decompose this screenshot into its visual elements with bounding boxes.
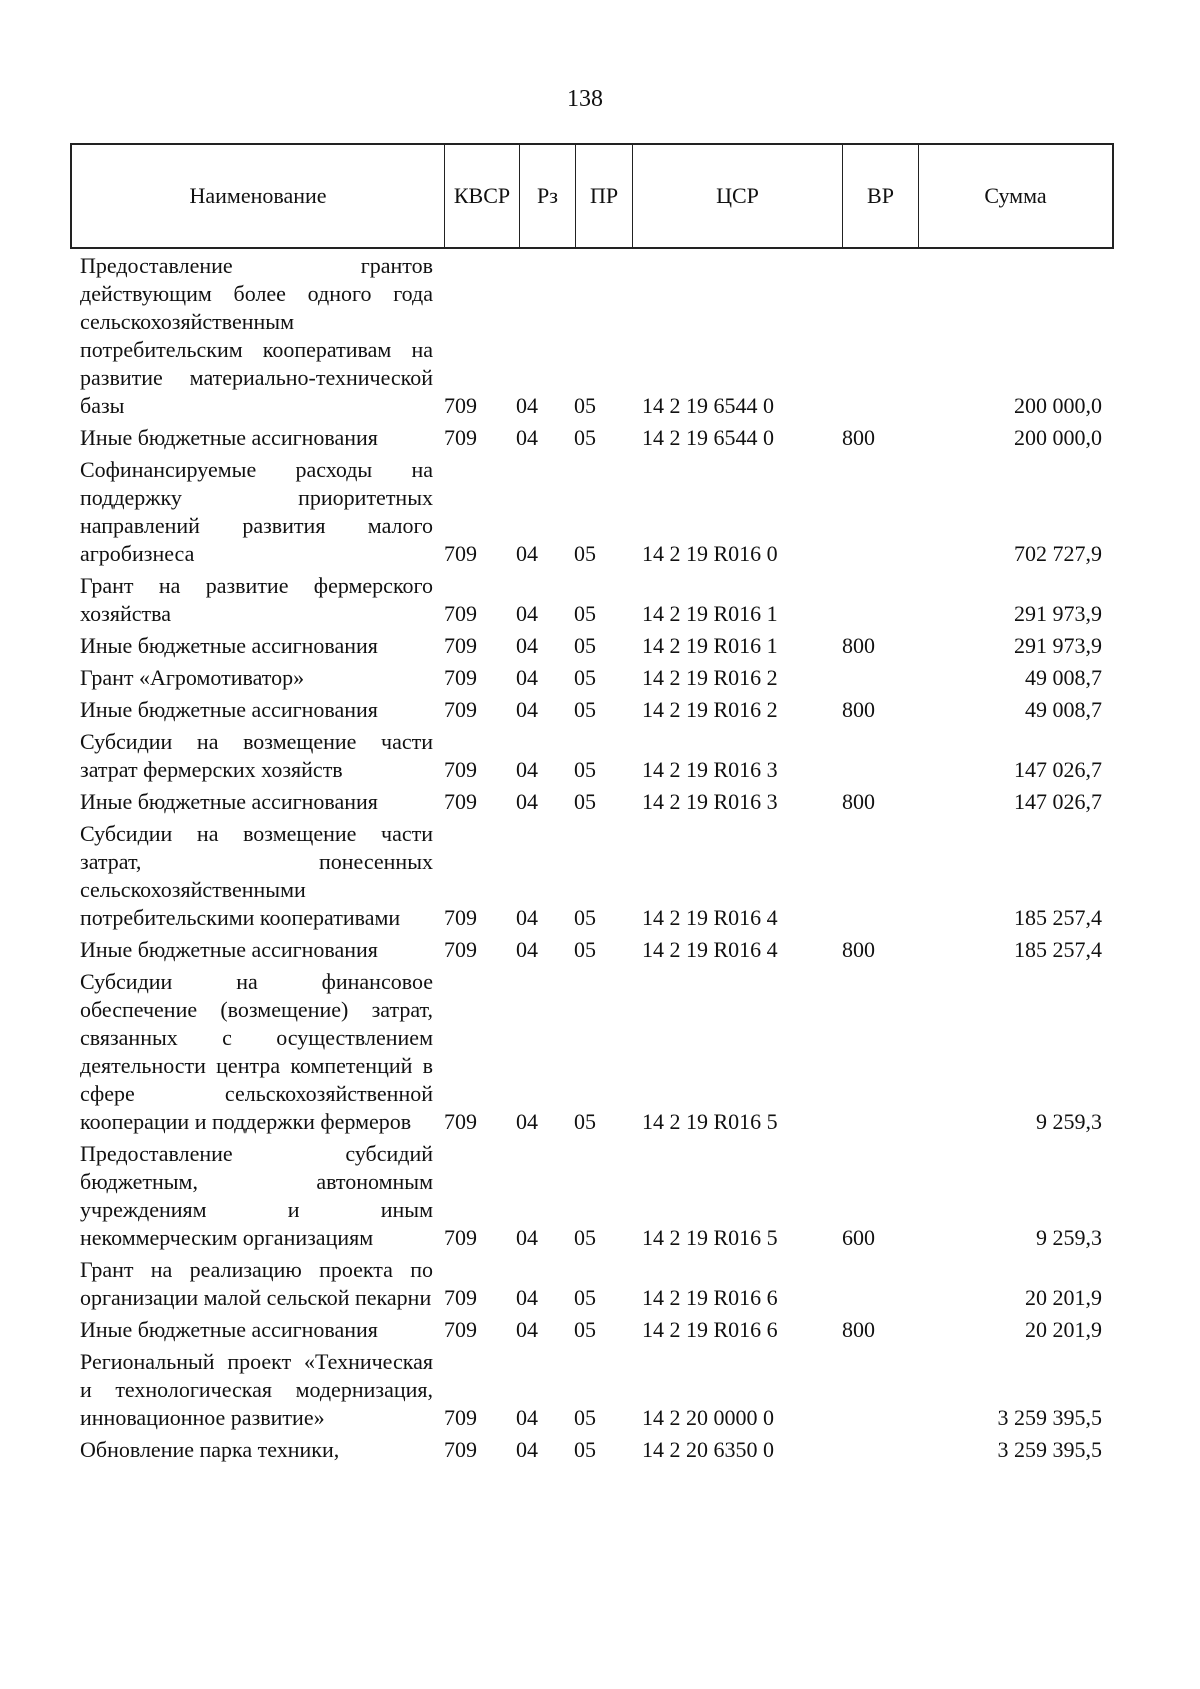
cell-sum: 3 259 395,5 bbox=[997, 1437, 1102, 1462]
table-row bbox=[80, 1256, 1104, 1312]
cell-rz: 04 bbox=[516, 1317, 538, 1342]
cell-rz: 04 bbox=[516, 1109, 538, 1134]
cell-rz: 04 bbox=[516, 789, 538, 814]
cell-name: Обновление парка техники, bbox=[80, 1437, 340, 1462]
cell-csr: 14 2 19 R016 4 bbox=[642, 937, 778, 962]
header-rz: Рз bbox=[520, 145, 576, 247]
header-csr: ЦСР bbox=[633, 145, 843, 247]
table-row bbox=[80, 1316, 1104, 1344]
cell-sum: 185 257,4 bbox=[1014, 937, 1102, 962]
cell-sum: 49 008,7 bbox=[1025, 665, 1102, 690]
cell-name: Грант на реализацию проекта по организации малой сельской пекарни bbox=[80, 1257, 433, 1310]
table-row bbox=[80, 424, 1104, 452]
cell-rz: 04 bbox=[516, 601, 538, 626]
cell-pr: 05 bbox=[574, 937, 596, 962]
cell-rz: 04 bbox=[516, 697, 538, 722]
cell-kvsr: 709 bbox=[444, 1225, 477, 1250]
page-number: 138 bbox=[567, 86, 603, 112]
cell-sum: 3 259 395,5 bbox=[997, 1405, 1102, 1430]
cell-name: Субсидии на финансовое обеспечение (возмещение) затрат, связанных с осуществлением деятельности центра компетенций в сфере сельскохозяйственной кооперации и поддержки фермеров bbox=[80, 969, 433, 1134]
table-row bbox=[80, 696, 1104, 724]
cell-rz: 04 bbox=[516, 665, 538, 690]
cell-sum: 147 026,7 bbox=[1014, 757, 1102, 782]
cell-csr: 14 2 19 R016 3 bbox=[642, 789, 778, 814]
cell-csr: 14 2 20 6350 0 bbox=[642, 1437, 774, 1462]
table-row bbox=[80, 968, 1104, 1136]
table-header bbox=[70, 143, 1114, 249]
cell-sum: 9 259,3 bbox=[1036, 1225, 1102, 1250]
cell-kvsr: 709 bbox=[444, 1317, 477, 1342]
cell-rz: 04 bbox=[516, 1405, 538, 1430]
cell-rz: 04 bbox=[516, 1437, 538, 1462]
cell-rz: 04 bbox=[516, 937, 538, 962]
cell-rz: 04 bbox=[516, 393, 538, 418]
cell-rz: 04 bbox=[516, 425, 538, 450]
cell-name: Иные бюджетные ассигнования bbox=[80, 425, 378, 450]
cell-sum: 49 008,7 bbox=[1025, 697, 1102, 722]
cell-name: Предоставление грантов действующим более одного года сельскохозяйственным потребительским кооперативам на развитие материально-технической базы bbox=[80, 253, 433, 418]
cell-csr: 14 2 19 R016 1 bbox=[642, 601, 778, 626]
cell-pr: 05 bbox=[574, 393, 596, 418]
cell-sum: 147 026,7 bbox=[1014, 789, 1102, 814]
cell-pr: 05 bbox=[574, 1109, 596, 1134]
cell-kvsr: 709 bbox=[444, 757, 477, 782]
cell-csr: 14 2 19 6544 0 bbox=[642, 425, 774, 450]
cell-rz: 04 bbox=[516, 541, 538, 566]
cell-csr: 14 2 19 R016 0 bbox=[642, 541, 778, 566]
cell-csr: 14 2 19 R016 2 bbox=[642, 665, 778, 690]
cell-kvsr: 709 bbox=[444, 601, 477, 626]
cell-csr: 14 2 20 0000 0 bbox=[642, 1405, 774, 1430]
cell-vr: 800 bbox=[842, 789, 875, 814]
cell-kvsr: 709 bbox=[444, 1437, 477, 1462]
cell-rz: 04 bbox=[516, 1225, 538, 1250]
table-row bbox=[80, 1436, 1104, 1464]
cell-vr: 800 bbox=[842, 425, 875, 450]
table-row bbox=[80, 456, 1104, 568]
cell-name: Грант на развитие фермерского хозяйства bbox=[80, 573, 433, 626]
cell-kvsr: 709 bbox=[444, 697, 477, 722]
cell-csr: 14 2 19 R016 4 bbox=[642, 905, 778, 930]
cell-rz: 04 bbox=[516, 1285, 538, 1310]
cell-name: Субсидии на возмещение части затрат, понесенных сельскохозяйственными потребительскими кооперативами bbox=[80, 821, 433, 930]
cell-csr: 14 2 19 R016 5 bbox=[642, 1109, 778, 1134]
cell-pr: 05 bbox=[574, 905, 596, 930]
cell-sum: 9 259,3 bbox=[1036, 1109, 1102, 1134]
cell-name: Софинансируемые расходы на поддержку приоритетных направлений развития малого агробизнеса bbox=[80, 457, 433, 566]
table-row bbox=[80, 252, 1104, 420]
table-row bbox=[80, 936, 1104, 964]
table-row bbox=[80, 1140, 1104, 1252]
cell-pr: 05 bbox=[574, 1405, 596, 1430]
cell-name: Иные бюджетные ассигнования bbox=[80, 789, 378, 814]
cell-kvsr: 709 bbox=[444, 633, 477, 658]
table-row bbox=[80, 820, 1104, 932]
cell-sum: 20 201,9 bbox=[1025, 1285, 1102, 1310]
table-row bbox=[80, 632, 1104, 660]
cell-rz: 04 bbox=[516, 905, 538, 930]
cell-csr: 14 2 19 R016 3 bbox=[642, 757, 778, 782]
cell-sum: 291 973,9 bbox=[1014, 633, 1102, 658]
table-row bbox=[80, 664, 1104, 692]
cell-csr: 14 2 19 R016 6 bbox=[642, 1285, 778, 1310]
cell-name: Иные бюджетные ассигнования bbox=[80, 937, 378, 962]
header-sum: Сумма bbox=[984, 183, 1047, 208]
cell-vr: 800 bbox=[842, 937, 875, 962]
cell-pr: 05 bbox=[574, 1317, 596, 1342]
cell-vr: 800 bbox=[842, 697, 875, 722]
table-body bbox=[80, 252, 1104, 1468]
cell-name: Иные бюджетные ассигнования bbox=[80, 633, 378, 658]
cell-pr: 05 bbox=[574, 425, 596, 450]
table-row bbox=[80, 728, 1104, 784]
cell-pr: 05 bbox=[574, 541, 596, 566]
cell-csr: 14 2 19 R016 2 bbox=[642, 697, 778, 722]
table-row bbox=[80, 788, 1104, 816]
cell-kvsr: 709 bbox=[444, 1405, 477, 1430]
cell-name: Иные бюджетные ассигнования bbox=[80, 697, 378, 722]
cell-sum: 200 000,0 bbox=[1014, 425, 1102, 450]
cell-sum: 702 727,9 bbox=[1014, 541, 1102, 566]
cell-name: Субсидии на возмещение части затрат фермерских хозяйств bbox=[80, 729, 433, 782]
cell-pr: 05 bbox=[574, 1437, 596, 1462]
header-vr: ВР bbox=[843, 145, 919, 247]
cell-csr: 14 2 19 6544 0 bbox=[642, 393, 774, 418]
cell-sum: 291 973,9 bbox=[1014, 601, 1102, 626]
cell-pr: 05 bbox=[574, 1285, 596, 1310]
cell-kvsr: 709 bbox=[444, 1109, 477, 1134]
cell-pr: 05 bbox=[574, 665, 596, 690]
cell-vr: 600 bbox=[842, 1225, 875, 1250]
cell-pr: 05 bbox=[574, 601, 596, 626]
cell-csr: 14 2 19 R016 6 bbox=[642, 1317, 778, 1342]
header-name: Наименование bbox=[72, 145, 445, 247]
header-kvsr: КВСР bbox=[445, 145, 520, 247]
cell-name: Грант «Агромотиватор» bbox=[80, 665, 305, 690]
cell-kvsr: 709 bbox=[444, 1285, 477, 1310]
cell-pr: 05 bbox=[574, 697, 596, 722]
cell-name: Региональный проект «Техническая и технологическая модернизация, инновационное развитие» bbox=[80, 1349, 433, 1430]
cell-name: Иные бюджетные ассигнования bbox=[80, 1317, 378, 1342]
cell-sum: 200 000,0 bbox=[1014, 393, 1102, 418]
header-pr: ПР bbox=[576, 145, 633, 247]
cell-pr: 05 bbox=[574, 633, 596, 658]
cell-sum: 20 201,9 bbox=[1025, 1317, 1102, 1342]
cell-kvsr: 709 bbox=[444, 425, 477, 450]
cell-rz: 04 bbox=[516, 757, 538, 782]
cell-csr: 14 2 19 R016 5 bbox=[642, 1225, 778, 1250]
cell-csr: 14 2 19 R016 1 bbox=[642, 633, 778, 658]
cell-kvsr: 709 bbox=[444, 393, 477, 418]
cell-vr: 800 bbox=[842, 633, 875, 658]
cell-kvsr: 709 bbox=[444, 789, 477, 814]
cell-name: Предоставление субсидий бюджетным, автономным учреждениям и иным некоммерческим организациям bbox=[80, 1141, 433, 1250]
cell-kvsr: 709 bbox=[444, 665, 477, 690]
cell-kvsr: 709 bbox=[444, 541, 477, 566]
cell-sum: 185 257,4 bbox=[1014, 905, 1102, 930]
cell-kvsr: 709 bbox=[444, 937, 477, 962]
table-row bbox=[80, 572, 1104, 628]
cell-kvsr: 709 bbox=[444, 905, 477, 930]
cell-vr: 800 bbox=[842, 1317, 875, 1342]
cell-pr: 05 bbox=[574, 789, 596, 814]
cell-rz: 04 bbox=[516, 633, 538, 658]
table-row bbox=[80, 1348, 1104, 1432]
cell-pr: 05 bbox=[574, 757, 596, 782]
cell-pr: 05 bbox=[574, 1225, 596, 1250]
